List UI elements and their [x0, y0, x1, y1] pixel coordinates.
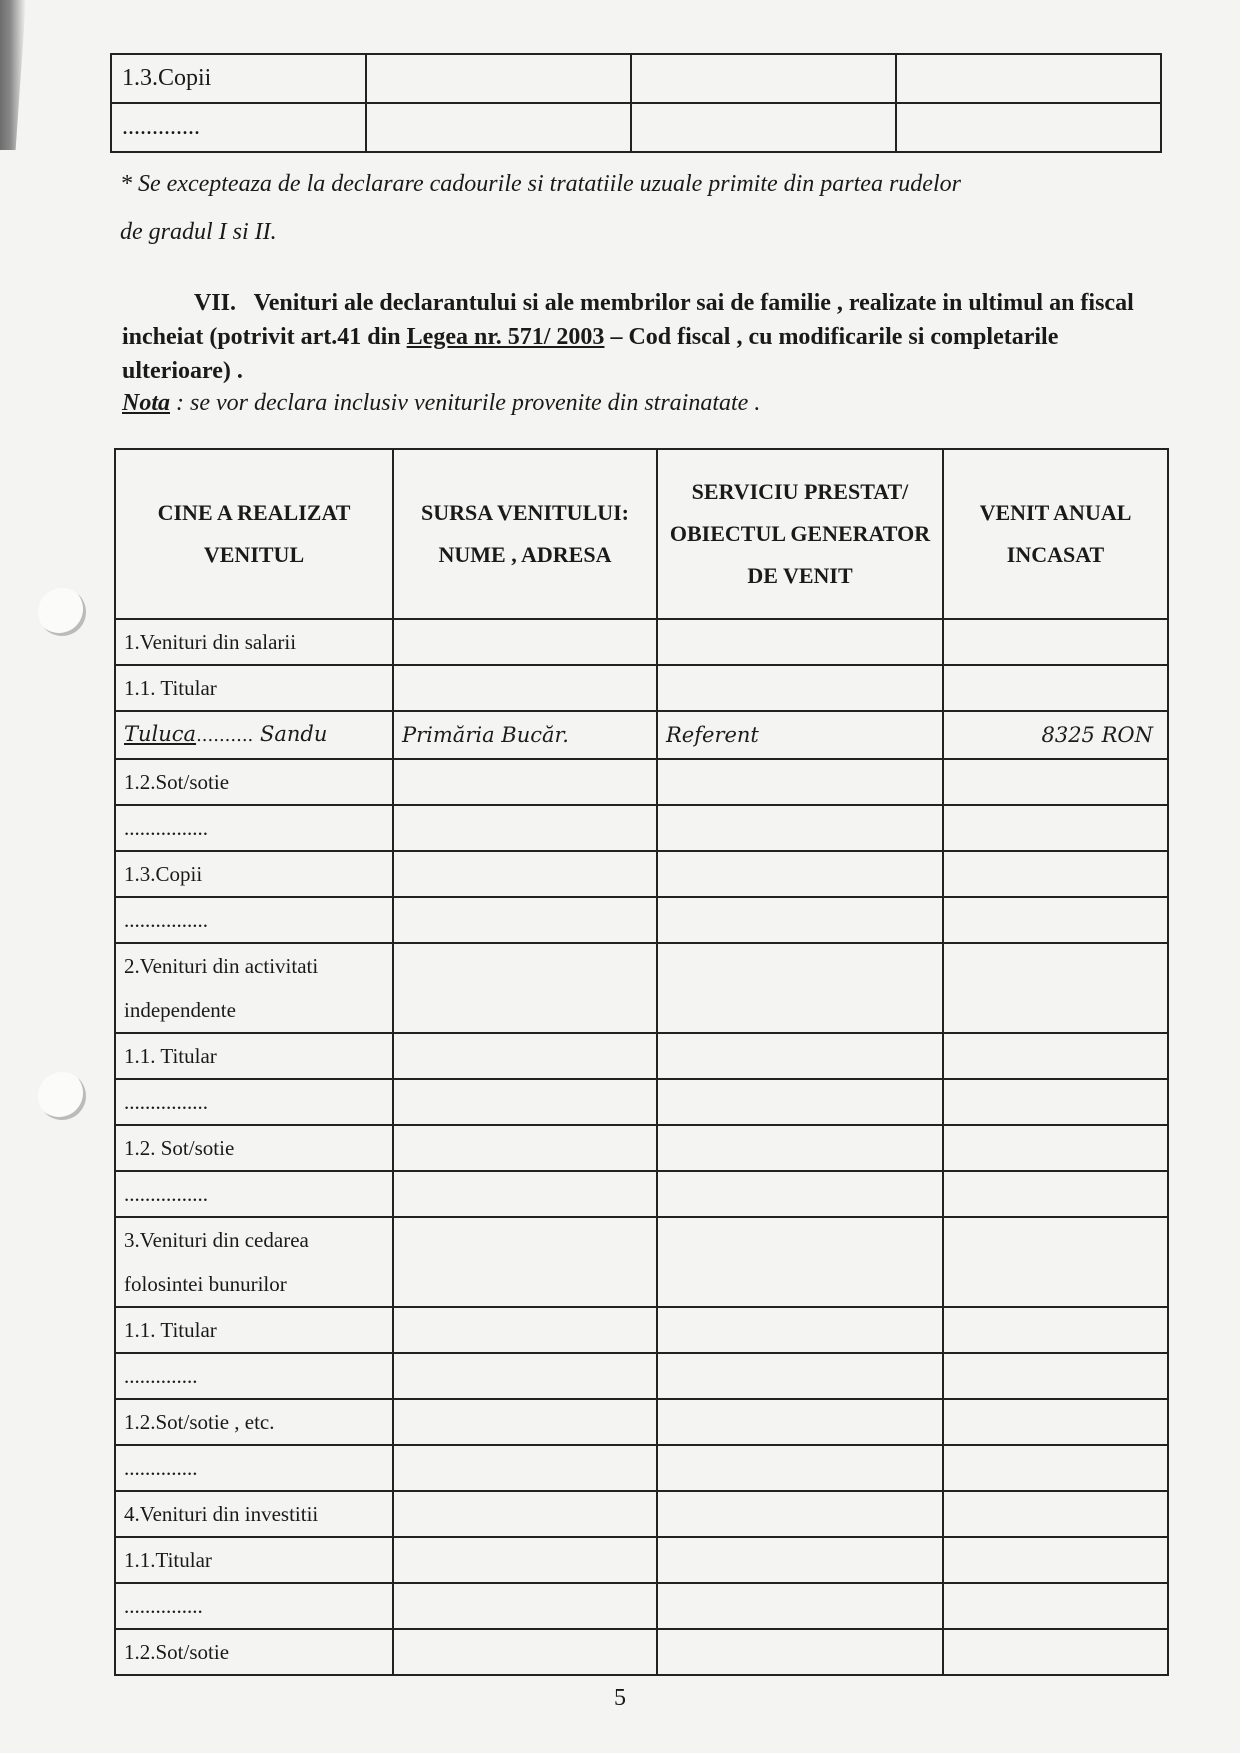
- section-text-2: – Cod fiscal , cu modificarile si completarile ulterioare) .: [122, 324, 1059, 384]
- table-row: 1.2.Sot/sotie: [115, 1629, 1168, 1675]
- handwritten-source: Primăria Bucăr.: [393, 711, 657, 759]
- top-table: [110, 53, 1162, 153]
- page-number: 5: [614, 1685, 626, 1711]
- table-row: 3.Venituri din cedarea folosintei bunurilor: [115, 1217, 1168, 1307]
- income-table: [114, 448, 1169, 1676]
- note-label: Nota: [122, 390, 170, 416]
- table-row: 4.Venituri din investitii: [115, 1491, 1168, 1537]
- table-row-handwritten: [115, 711, 1168, 759]
- table-row: 1.1. Titular: [115, 1033, 1168, 1079]
- footnote-line-1: * Se excepteaza de la declarare cadourile si tratatiile uzuale primite din partea rudelor: [120, 171, 961, 197]
- note-text: : se vor declara inclusiv veniturile provenite din strainatate .: [170, 390, 761, 416]
- footnote-line-2: de gradul I si II.: [120, 219, 277, 245]
- table-row: 2.Venituri din activitati independente: [115, 943, 1168, 1033]
- table-row: ................: [115, 1079, 1168, 1125]
- punch-hole-bottom: [38, 1072, 86, 1120]
- table-row: ................: [115, 1171, 1168, 1217]
- table-row: ................: [115, 897, 1168, 943]
- section-text-1: Venituri ale declarantului si ale membrilor sai de familie , realizate in ultimul an fiscal incheiat (potrivit art.41 din: [122, 290, 1134, 350]
- law-reference: Legea nr. 571/ 2003: [406, 324, 605, 350]
- header-service: SERVICIU PRESTAT/ OBIECTUL GENERATOR DE VENIT: [657, 449, 943, 619]
- punch-hole-top: [38, 588, 86, 636]
- table-row: 1.Venituri din salarii: [115, 619, 1168, 665]
- table-row: ..............: [115, 1445, 1168, 1491]
- table-row: 1.3.Copii: [115, 851, 1168, 897]
- header-income: VENIT ANUAL INCASAT: [943, 449, 1168, 619]
- row-label: 1.3.Copii: [111, 54, 366, 103]
- footnote: [120, 160, 1160, 256]
- header-row: [115, 449, 1168, 619]
- table-row: ...............: [115, 1583, 1168, 1629]
- section-number: VII.: [194, 290, 237, 316]
- section-heading: [122, 286, 1167, 388]
- scan-shadow: [0, 0, 26, 150]
- table-row: 1.2.Sot/sotie: [115, 759, 1168, 805]
- table-row: [111, 103, 1161, 152]
- table-row: 1.1.Titular: [115, 1537, 1168, 1583]
- table-row: ................: [115, 805, 1168, 851]
- handwritten-service: Referent: [657, 711, 943, 759]
- table-row: 1.1. Titular: [115, 665, 1168, 711]
- table-row: 1.2.Sot/sotie , etc.: [115, 1399, 1168, 1445]
- note: [122, 386, 1167, 420]
- table-row: [111, 54, 1161, 103]
- table-row: 1.1. Titular: [115, 1307, 1168, 1353]
- table-row: 1.2. Sot/sotie: [115, 1125, 1168, 1171]
- handwritten-income: 8325 RON: [943, 711, 1168, 759]
- handwritten-name: Tuluca.......... Sandu: [115, 711, 393, 759]
- row-label: .............: [111, 103, 366, 152]
- header-who: CINE A REALIZAT VENITUL: [115, 449, 393, 619]
- header-source: SURSA VENITULUI: NUME , ADRESA: [393, 449, 657, 619]
- table-row: ..............: [115, 1353, 1168, 1399]
